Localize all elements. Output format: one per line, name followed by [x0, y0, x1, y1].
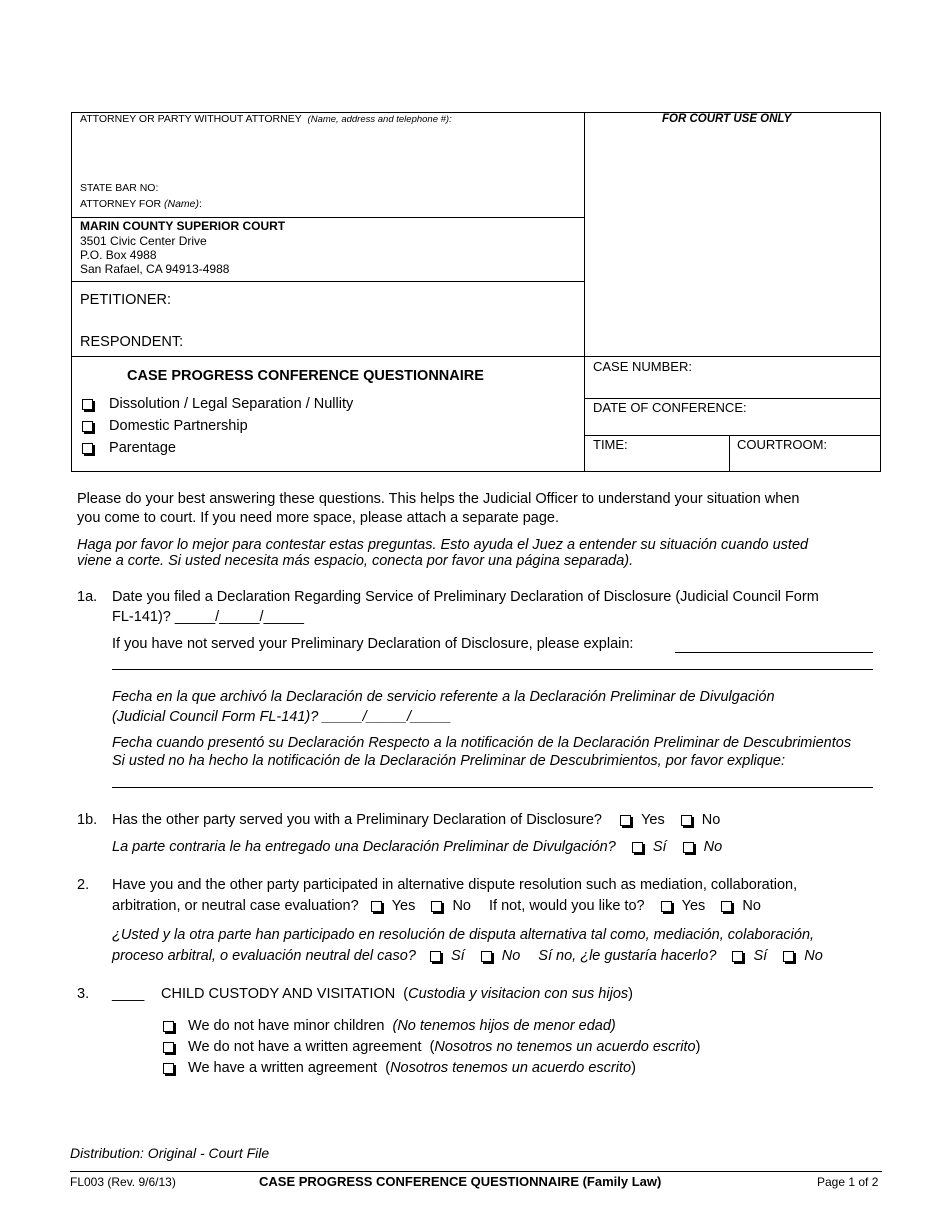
q1a-explain-line-2[interactable] [112, 669, 873, 670]
petitioner-label: PETITIONER: [80, 292, 172, 308]
q1b-no-es-label: No [703, 839, 723, 855]
q1a-explain-line-1[interactable] [675, 652, 873, 653]
case-number-label: CASE NUMBER: [593, 359, 692, 374]
q2-no-es-checkbox[interactable] [481, 951, 492, 962]
q1b-question-en [112, 812, 720, 828]
q2-si-label: Sí [450, 948, 465, 964]
q3-title-paren-close: ) [628, 986, 633, 1002]
checkbox-icon[interactable] [163, 1063, 174, 1074]
q1b-number: 1b. [77, 812, 98, 828]
q2-es-2-text: proceso arbitral, o evaluación neutral del caso? [112, 948, 416, 964]
q2-es-followup-si-label: Sí [753, 948, 768, 964]
court-use-label: FOR COURT USE ONLY [662, 113, 792, 125]
q3-title-en: CHILD CUSTODY AND VISITATION [161, 986, 396, 1002]
q1b-yes-label: Yes [641, 812, 665, 828]
attorney-field[interactable] [80, 113, 452, 125]
q2-followup-yes-checkbox[interactable] [661, 901, 672, 912]
form-title: CASE PROGRESS CONFERENCE QUESTIONNAIRE [127, 368, 484, 384]
intro-es-2: viene a corte. Si usted necesita más espacio, conecta por favor una página separada). [77, 553, 634, 569]
intro-en-2: you come to court. If you need more space, please attach a separate page. [77, 510, 560, 526]
q3-option-no-children[interactable] [163, 1018, 616, 1034]
attorney-hint: (Name, address and telephone #): [307, 114, 452, 125]
q2-es-1: ¿Usted y la otra parte han participado en resolución de disputa alternativa tal como, mediación, colaboración, [112, 927, 815, 943]
q3-title [161, 986, 633, 1002]
q1a-line-2[interactable]: FL-141)? _____/_____/_____ [112, 609, 304, 625]
q2-no-checkbox[interactable] [431, 901, 442, 912]
q3-number: 3. [77, 986, 90, 1002]
q2-es-followup-no-checkbox[interactable] [783, 951, 794, 962]
state-bar-label: STATE BAR NO: [80, 182, 159, 194]
q1a-explain-label: If you have not served your Preliminary Declaration of Disclosure, please explain: [112, 636, 634, 652]
respondent-label: RESPONDENT: [80, 334, 184, 350]
q2-es-2 [112, 948, 823, 964]
q3-option-es: Nosotros tenemos un acuerdo escrito [390, 1060, 632, 1076]
case-type-dissolution[interactable] [82, 396, 353, 412]
q2-followup-yes-label: Yes [681, 898, 706, 914]
q1b-no-es-checkbox[interactable] [683, 842, 694, 853]
q1b-no-checkbox[interactable] [681, 815, 692, 826]
q2-no-es-label: No [501, 948, 521, 964]
checkbox-icon[interactable] [163, 1042, 174, 1053]
attorney-for-label: ATTORNEY FOR [80, 198, 162, 210]
attorney-for-hint: (Name) [164, 198, 200, 210]
footer-title: CASE PROGRESS CONFERENCE QUESTIONNAIRE (Family Law) [259, 1174, 662, 1189]
q2-es-followup: Sí no, ¿le gustaría hacerlo? [538, 948, 717, 964]
q2-yes-checkbox[interactable] [371, 901, 382, 912]
court-address-3: San Rafael, CA 94913-4988 [80, 262, 230, 276]
attorney-for-field[interactable] [80, 198, 202, 210]
case-type-label: Domestic Partnership [109, 418, 248, 434]
courtroom-label: COURTROOM: [737, 437, 828, 452]
court-name: MARIN COUNTY SUPERIOR COURT [80, 219, 286, 233]
q1a-es-4: Si usted no ha hecho la notificación de la Declaración Preliminar de Descubrimientos, por favor explique: [112, 753, 786, 769]
intro-en-1: Please do your best answering these questions. This helps the Judicial Officer to understand your situation when [77, 491, 800, 507]
q1a-es-explain-line[interactable] [112, 787, 873, 788]
q1b-si-label: Sí [652, 839, 667, 855]
q2-si-checkbox[interactable] [430, 951, 441, 962]
q1b-question-es [112, 839, 722, 855]
court-address-2: P.O. Box 4988 [80, 248, 157, 262]
case-type-label: Parentage [109, 440, 176, 456]
court-address-1: 3501 Civic Center Drive [80, 234, 207, 248]
intro-es-1: Haga por favor lo mejor para contestar estas preguntas. Esto ayuda el Juez a entender su situación cuando usted [77, 537, 809, 553]
page-number: Page 1 of 2 [817, 1175, 879, 1189]
case-type-domestic-partnership[interactable] [82, 418, 248, 434]
case-type-parentage[interactable] [82, 440, 176, 456]
q2-followup-no-checkbox[interactable] [721, 901, 732, 912]
caption-divider [584, 112, 585, 472]
q2-line-1: Have you and the other party participated in alternative dispute resolution such as mediation, collaboration, [112, 877, 798, 893]
checkbox-icon[interactable] [163, 1021, 174, 1032]
q1b-yes-checkbox[interactable] [620, 815, 631, 826]
q1a-line-1: Date you filed a Declaration Regarding Service of Preliminary Declaration of Disclosure (Judicial Council Form [112, 589, 819, 605]
q3-title-paren-open: ( [403, 986, 409, 1002]
q3-option-es: Nosotros no tenemos un acuerdo escrito [434, 1039, 696, 1055]
q2-no-label: No [452, 898, 471, 914]
q3-blank[interactable]: ____ [112, 986, 145, 1002]
q3-title-es: Custodia y visitacion con sus hijos [408, 986, 629, 1002]
attorney-label: ATTORNEY OR PARTY WITHOUT ATTORNEY [80, 113, 302, 125]
q2-es-followup-no-label: No [804, 948, 823, 964]
q2-followup-no-label: No [742, 898, 761, 914]
q2-followup: If not, would you like to? [489, 898, 645, 914]
footer-rule [70, 1171, 882, 1172]
time-label: TIME: [593, 437, 628, 452]
q3-option-en: We have a written agreement [188, 1060, 378, 1076]
case-type-label: Dissolution / Legal Separation / Nullity [109, 396, 354, 412]
q3-option-es: (No tenemos hijos de menor edad) [392, 1018, 616, 1034]
q1a-number: 1a. [77, 589, 98, 605]
attorney-for-colon: : [199, 198, 202, 210]
q3-option-en: We do not have a written agreement [188, 1039, 422, 1055]
q3-option-en: We do not have minor children [188, 1018, 385, 1034]
q1a-es-1: Fecha en la que archivó la Declaración de servicio referente a la Declaración Preliminar de Divulgación [112, 689, 775, 705]
q2-number: 2. [77, 877, 90, 893]
distribution-note: Distribution: Original - Court File [70, 1145, 270, 1161]
q1b-question-text: Has the other party served you with a Preliminary Declaration of Disclosure? [112, 812, 602, 828]
checkbox-icon[interactable] [82, 421, 93, 432]
q1a-es-2[interactable]: (Judicial Council Form FL-141)? _____/_____/_____ [112, 709, 452, 725]
q3-option-written-agreement[interactable]: We have a written agreement (Nosotros tenemos un acuerdo escrito) [163, 1060, 636, 1076]
checkbox-icon[interactable] [82, 443, 93, 454]
q3-option-no-agreement[interactable]: We do not have a written agreement (Nosotros no tenemos un acuerdo escrito) [163, 1039, 700, 1055]
form-id: FL003 (Rev. 9/6/13) [70, 1175, 176, 1189]
q2-es-followup-si-checkbox[interactable] [732, 951, 743, 962]
q2-yes-label: Yes [391, 898, 416, 914]
q1b-question-es-text: La parte contraria le ha entregado una Declaración Preliminar de Divulgación? [112, 839, 616, 855]
checkbox-icon[interactable] [82, 399, 93, 410]
q2-line-2-text: arbitration, or neutral case evaluation? [112, 898, 359, 914]
q1a-es-3: Fecha cuando presentó su Declaración Respecto a la notificación de la Declaración Preliminar de Descubrimientos [112, 735, 852, 751]
q1b-si-checkbox[interactable] [632, 842, 643, 853]
q1b-no-label: No [701, 812, 721, 828]
q2-line-2 [112, 898, 761, 914]
date-of-conference-label: DATE OF CONFERENCE: [593, 400, 747, 415]
